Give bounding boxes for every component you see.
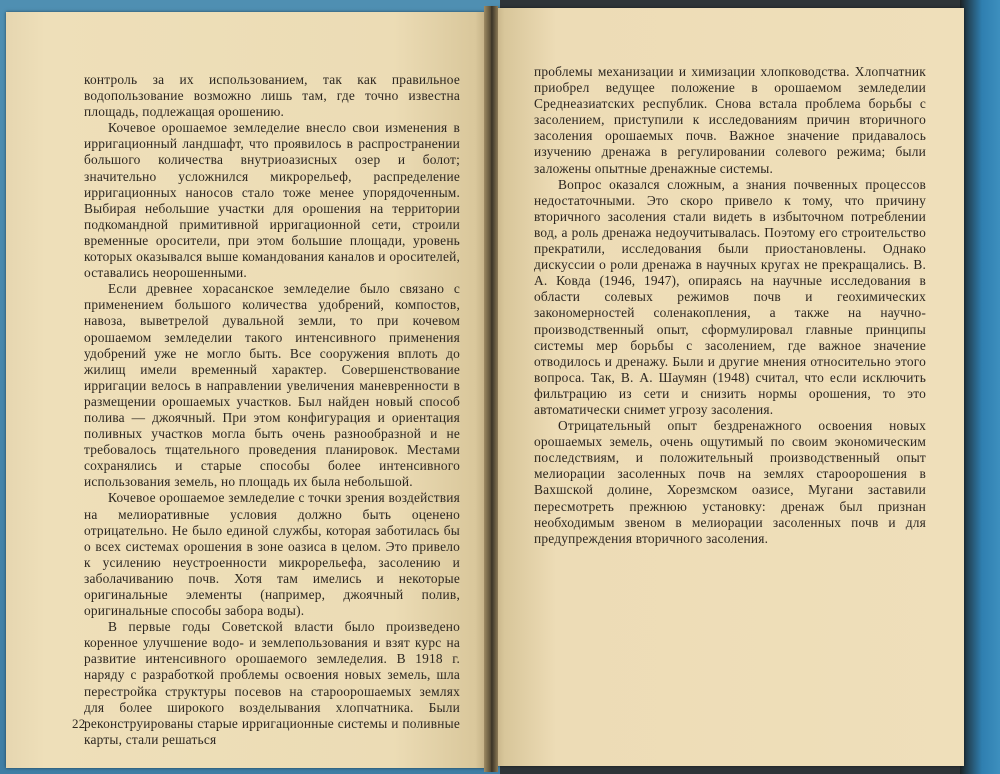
left-paragraph-3: Если древнее хорасанское земледелие было связано с применением большого количества удобрений, компостов, навоза, выветрелой дувальной земли, то при кочевом орошаемом земледелии такого интенсивного применения удобрений уже не могло быть. Все сооружения вплоть до жилищ имели временный характер. Совершенствование ирригации велось в направлении увеличения маневренности в размещении орошаемых участков. Был найден новый способ полива — джоячный. При этом конфигурация и ориентация поливных участков могла быть очень разнообразной и не требовалось тщательного проведения планировок. Местами сохранялись и старые способы более интенсивного использования земель, но площадь их была небольшой. xyxy=(84,281,460,490)
left-page xyxy=(6,12,490,768)
book-cover-right xyxy=(960,0,1000,774)
left-paragraph-5: В первые годы Советской власти было произведено коренное улучшение водо- и землепользования и взят курс на развитие интенсивного орошаемого земледелия. В 1918 г. наряду с разработкой проблемы освоения новых земель, шла перестройка структуры посевов на староорошаемых землях для более широкого возделывания хлопчатника. Были реконструированы старые ирригационные системы и поливные карты, стали решаться xyxy=(84,619,460,747)
right-page xyxy=(490,8,964,766)
left-paragraph-4: Кочевое орошаемое земледелие с точки зрения воздействия на мелиоративные условия должно быть оценено отрицательно. Не было единой службы, которая заботилась бы о всех системах орошения в зоне оазиса в целом. Это привело к усилению неустроенности микрорельефа, засолению и заболачиванию почв. Хотя там имелись и некоторые оригинальные элементы (например, джоячный полив, оригинальные способы забора воды). xyxy=(84,490,460,619)
book-gutter xyxy=(484,6,498,772)
right-paragraph-1: проблемы механизации и химизации хлопководства. Хлопчатник приобрел ведущее положение в орошаемом земледелии Среднеазиатских республик. Снова встала проблема борьбы с засолением, приступили к исследованиям причин вторичного засоления орошаемых почв. Важное значение придавалось изучению дренажа в регулировании солевого режима; были заложены опытные дренажные системы. xyxy=(534,64,926,176)
page-number: 22 xyxy=(72,716,86,731)
left-paragraph-1: контроль за их использованием, так как правильное водопользование возможно лишь там, где точно известна площадь, подлежащая орошению. xyxy=(84,72,460,120)
right-paragraph-2: Вопрос оказался сложным, а знания почвенных процессов недостаточными. Это скоро привело к тому, что причину вторичного засоления стали видеть в избыточном потреблении вод, а роль дренажа недоучитывалась. Поэтому его строительство прекратили, исследования были приостановлены. Однако дискуссии о роли дренажа в научных кругах не прекращались. В. А. Ковда (1946, 1947), опираясь на научные исследования в области солевых режимов почв и геохимических закономерностей соленакопления, а также на научно-производственный опыт, сформулировал главные принципы системы мер борьбы с засолением, где важное значение отводилось и дренажу. Были и другие мнения относительно этого вопроса. Так, В. А. Шаумян (1948) считал, что если исключить фильтрацию из сети и снизить нормы орошения, то это автоматически снимет угрозу засоления. xyxy=(534,176,926,417)
right-paragraph-3: Отрицательный опыт бездренажного освоения новых орошаемых земель, очень ощутимый по своим экономическим последствиям, и положительный производственный опыт мелиорации засоленных почв на землях староорошения в Вахшской долине, Хорезмском оазисе, Мугани заставили пересмотреть прежнюю установку: дренаж был признан необходимым звеном в мелиорации засоленных почв и для предупреждения вторичного засоления. xyxy=(534,418,926,546)
left-paragraph-2: Кочевое орошаемое земледелие внесло свои изменения в ирригационный ландшафт, что проявилось в распространении большого количества внутриоазисных озер и болот; значительно усложнился микрорельеф, распределение ирригационных наносов стало тоже менее упорядоченным. Выбирая небольшие участки для орошения на территории подкомандной примитивной ирригационной сети, строили временные оросители, при этом большие площади, уровень которых оказывался выше командования каналов и оросителей, оставались неорошенными. xyxy=(84,120,460,281)
